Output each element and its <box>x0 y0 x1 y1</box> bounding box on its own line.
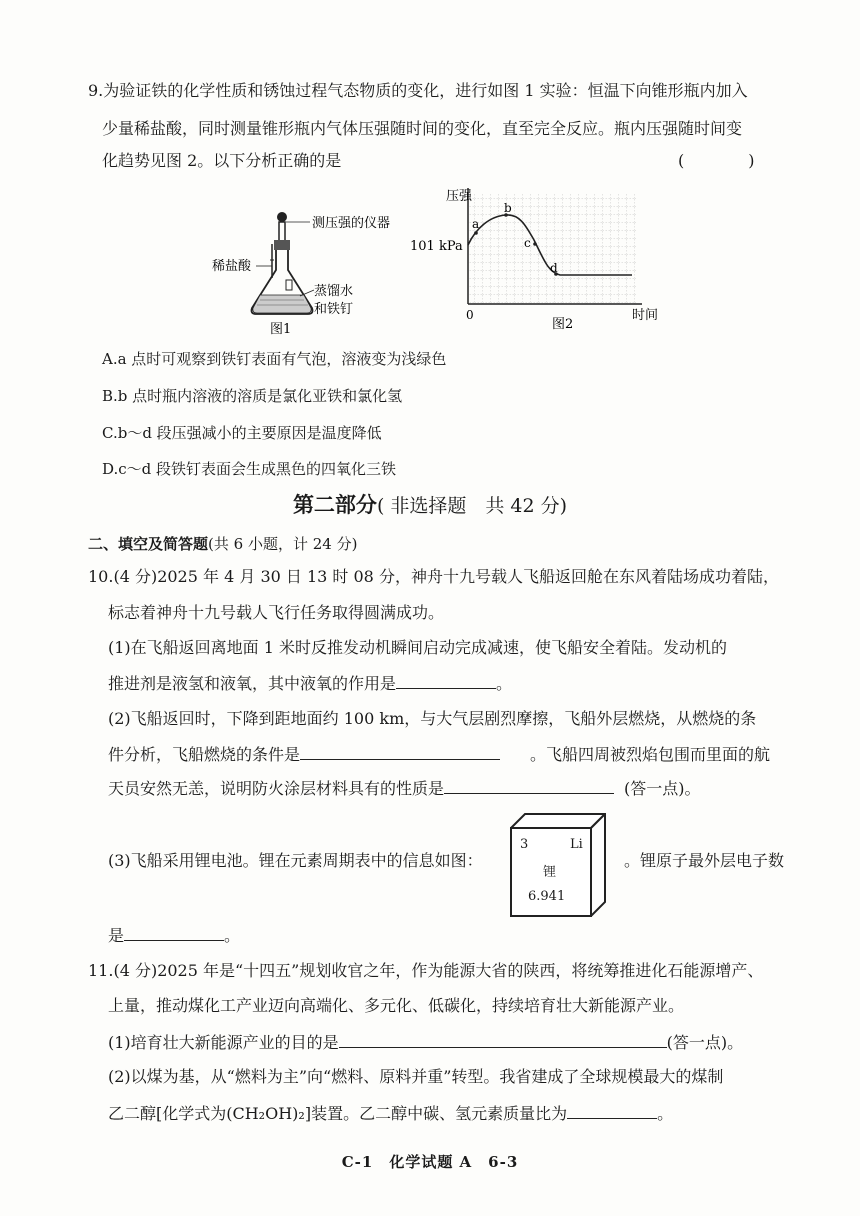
fig2-caption: 图2 <box>552 317 574 332</box>
element-symbol: Li <box>570 837 583 852</box>
q11-p1-answer-blank[interactable] <box>339 1031 667 1048</box>
q10-p2-line2 <box>108 743 770 766</box>
q9-option-a: A.a 点时可观察到铁钉表面有气泡，溶液变为浅绿色 <box>102 350 447 368</box>
fig2-point-a: a <box>472 217 480 231</box>
q11-line1: 11.(4 分)2025 年是“十四五”规划收官之年，作为能源大省的陕西，将统筹推进化石能源增产、 <box>88 961 764 980</box>
q11-p2-text: 乙二醇[化学式为(CH₂OH)₂]装置。乙二醇中碳、氢元素质量比为 <box>108 1104 568 1123</box>
q9-answer-paren: ( ) <box>678 151 755 170</box>
q10-p1-line2 <box>108 672 512 695</box>
q10-p3-answer-blank[interactable] <box>124 924 224 941</box>
part2-title <box>0 489 860 519</box>
q10-p1-end: 。 <box>496 674 513 693</box>
q11-p2-line2 <box>108 1102 673 1125</box>
q10-p2-answer-blank-1[interactable] <box>300 743 500 760</box>
q10-line2: 标志着神舟十九号载人飞行任务取得圆满成功。 <box>108 603 445 622</box>
fig2-point-d: d <box>550 261 558 275</box>
section-header <box>88 533 357 554</box>
q10-p1-line1: (1)在飞船返回离地面 1 米时反推发动机瞬间启动完成减速，使飞船安全着陆。发动机的 <box>108 638 728 657</box>
q10-line1: 10.(4 分)2025 年 4 月 30 日 13 时 08 分，神舟十九号载人飞船返回舱在东风着陆场成功着陆， <box>88 567 779 586</box>
q10-p2-text-3: 天员安然无恙，说明防火涂层材料具有的性质是 <box>108 779 445 798</box>
fig1-instrument-label: 测压强的仪器 <box>312 216 391 231</box>
lithium-element-card <box>510 813 606 917</box>
section-note: (共 6 小题，计 24 分) <box>208 535 358 553</box>
q11-line2: 上量，推动煤化工产业迈向高端化、多元化、低碳化，持续培育壮大新能源产业。 <box>108 996 685 1015</box>
element-name: 锂 <box>543 865 557 880</box>
q10-p2-line3 <box>108 777 701 800</box>
fig2-point-b: b <box>504 201 512 215</box>
q9-option-d: D.c～d 段铁钉表面会生成黑色的四氧化三铁 <box>102 460 397 478</box>
q11-p2-end: 。 <box>657 1104 674 1123</box>
q10-p3-end: 。 <box>224 926 241 945</box>
q10-p3-text: 是 <box>108 926 125 945</box>
q9-option-b: B.b 点时瓶内溶液的溶质是氯化亚铁和氯化氢 <box>102 387 403 405</box>
q9-line3: 化趋势见图 2。以下分析正确的是 <box>102 151 342 170</box>
fig2-point-c: c <box>524 236 531 250</box>
fig2-origin: 0 <box>466 308 474 322</box>
q11-p1 <box>108 1031 743 1054</box>
fig1-nail-label: 和铁钉 <box>314 302 354 317</box>
q11-p2-answer-blank[interactable] <box>567 1102 657 1119</box>
q9-option-c: C.b～d 段压强减小的主要原因是温度降低 <box>102 424 382 442</box>
q10-p1-answer-blank[interactable] <box>396 672 496 689</box>
q9-line1: 9.为验证铁的化学性质和锈蚀过程气态物质的变化，进行如图 1 实验：恒温下向锥形瓶内加入 <box>88 81 748 100</box>
figure-1-flask <box>200 200 400 340</box>
part2-title-main: 第二部分 <box>292 492 377 517</box>
part2-subtitle: ( 非选择题 共 42 分) <box>376 495 568 517</box>
element-number: 3 <box>520 837 529 852</box>
element-mass: 6.941 <box>528 889 566 904</box>
fig2-ref-label: 101 kPa <box>410 239 463 254</box>
q10-p1-text: 推进剂是液氢和液氧，其中液氧的作用是 <box>108 674 397 693</box>
section-title: 二、填空及简答题 <box>88 535 209 553</box>
q10-p3-line1-end: 。锂原子最外层电子数 <box>624 851 785 870</box>
q10-p2-answer-blank-2[interactable] <box>444 777 614 794</box>
q10-p3-line2 <box>108 924 240 947</box>
q10-p2-line1: (2)飞船返回时，下降到距地面约 100 km，与大气层剧烈摩擦，飞船外层燃烧，从燃烧的条 <box>108 709 757 728</box>
q10-p2-hint: (答一点)。 <box>624 779 701 798</box>
q11-p1-text: (1)培育壮大新能源产业的目的是 <box>108 1033 339 1052</box>
q11-p2-line1: (2)以煤为基，从“燃料为主”向“燃料、原料并重”转型。我省建成了全球规模最大的煤制 <box>108 1067 724 1086</box>
fig1-acid-label: 稀盐酸 <box>212 259 252 274</box>
fig2-ylabel: 压强 <box>446 189 473 204</box>
q9-line2: 少量稀盐酸，同时测量锥形瓶内气体压强随时间的变化，直至完全反应。瓶内压强随时间变 <box>102 119 743 138</box>
q10-p2-text-2: 。飞船四周被烈焰包围而里面的航 <box>530 745 771 764</box>
fig1-water-label: 蒸馏水 <box>314 284 354 299</box>
fig1-caption: 图1 <box>270 322 292 337</box>
figure-2-pressure-chart <box>410 182 680 332</box>
q10-p2-text: 件分析，飞船燃烧的条件是 <box>108 745 301 764</box>
q10-p3-line1: (3)飞船采用锂电池。锂在元素周期表中的信息如图： <box>108 851 483 870</box>
fig2-xlabel: 时间 <box>632 308 659 323</box>
q11-p1-hint: (答一点)。 <box>666 1033 744 1052</box>
page-footer: C-1 化学试题 A 6-3 <box>341 1153 519 1171</box>
